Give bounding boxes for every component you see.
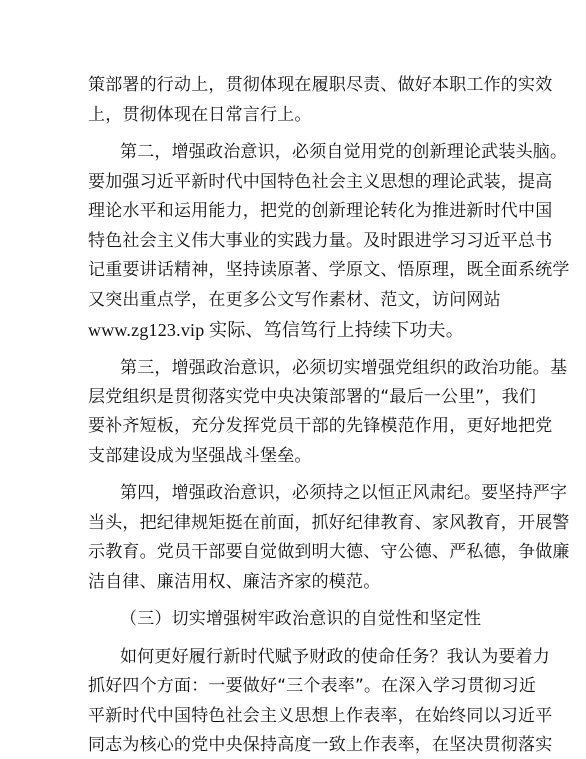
text-line: 又突出重点学，在更多公文写作素材、范文，访问网站 [88,290,501,310]
text-line: 洁自律、廉洁用权、廉洁齐家的模范。 [88,572,381,592]
text-line: www.zg123.vip 实际、笃信笃行上持续下功夫。 [88,320,464,340]
text-line: 同志为核心的党中央保持高度一致上作表率，在坚决贯彻落实 [88,735,553,755]
text-line: 上，贯彻体现在日常言行上。 [88,105,312,125]
text-line: 策部署的行动上，贯彻体现在履职尽责、做好本职工作的实效 [88,75,553,95]
paragraph-start-line: 第三，增强政治意识，必须切实增强党组织的政治功能。基 [120,358,568,378]
text-line: 层党组织是贯彻落实党中央决策部署的“最后一公里”，我们 [88,387,537,407]
text-line: 平新时代中国特色社会主义思想上作表率，在始终同以习近平 [88,706,553,726]
text-line: 理论水平和运用能力，把党的创新理论转化为推进新时代中国 [88,201,553,221]
paragraph-start-line: 第二，增强政治意识，必须自觉用党的创新理论武装头脑。 [120,142,568,162]
text-line: 特色社会主义伟大事业的实践力量。及时跟进学习习近平总书 [88,231,553,251]
text-line: 抓好四个方面：一要做好“三个表率”。在深入学习贯彻习近 [88,676,537,696]
text-line: 当头，把纪律规矩挺在前面，抓好纪律教育、家风教育，开展警 [88,513,570,533]
section-heading: （三）切实增强树牢政治意识的自觉性和坚定性 [120,609,482,629]
paragraph-start-line: 如何更好履行新时代赋予财政的使命任务？我认为要着力 [120,647,550,667]
text-line: 示教育。党员干部要自觉做到明大德、守公德、严私德，争做廉 [88,542,570,562]
text-line: 要加强习近平新时代中国特色社会主义思想的理论武装，提高 [88,172,553,192]
text-line: 要补齐短板，充分发挥党员干部的先锋模范作用，更好地把党 [88,416,553,436]
text-line: 支部建设成为坚强战斗堡垒。 [88,446,312,466]
paragraph-start-line: 第四，增强政治意识，必须持之以恒正风肃纪。要坚持严字 [120,483,568,503]
text-line: 记重要讲话精神，坚持读原著、学原文、悟原理，既全面系统学 [88,260,570,280]
